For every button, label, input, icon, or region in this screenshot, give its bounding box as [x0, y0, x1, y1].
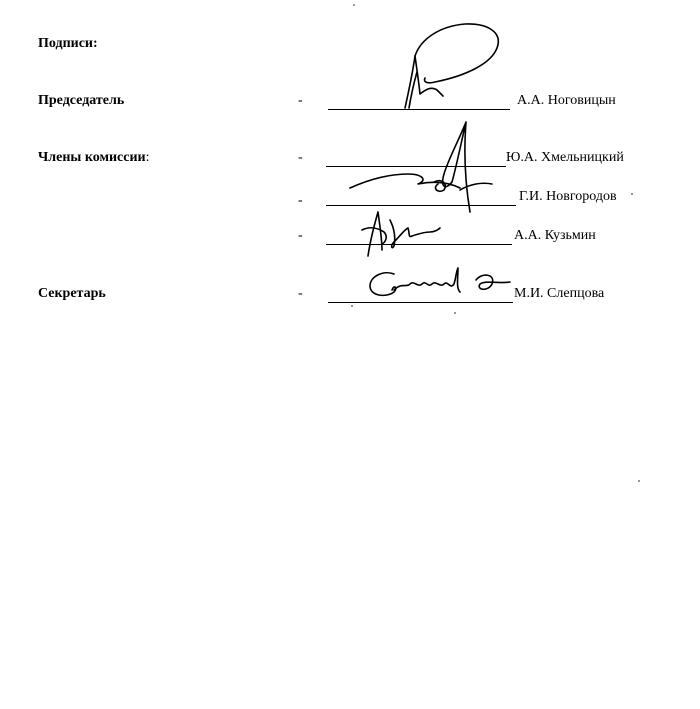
handwritten-signature-secretary — [364, 262, 514, 302]
row-dash: - — [298, 193, 303, 208]
person-name-member-3: А.А. Кузьмин — [514, 228, 596, 243]
scan-speck — [631, 193, 633, 195]
signature-row-secretary — [0, 286, 700, 306]
row-dash: - — [298, 286, 303, 301]
signature-line — [328, 302, 513, 303]
person-name-member-2: Г.И. Новгородов — [519, 189, 617, 204]
signature-row-member-3 — [0, 228, 700, 248]
signature-row-chairman — [0, 93, 700, 113]
scan-speck — [454, 312, 456, 314]
scan-speck — [351, 305, 353, 307]
person-name-chairman: А.А. Ноговицын — [517, 93, 616, 108]
row-dash: - — [298, 93, 303, 108]
signatures-heading: Подписи: — [38, 36, 98, 51]
row-dash: - — [298, 150, 303, 165]
person-name-secretary: М.И. Слепцова — [514, 286, 605, 301]
person-name-member-1: Ю.А. Хмельницкий — [506, 150, 624, 165]
role-label-secretary: Секретарь — [38, 286, 106, 301]
scan-speck — [638, 480, 640, 482]
role-label-chairman: Председатель — [38, 93, 125, 108]
row-dash: - — [298, 228, 303, 243]
role-label-members: Члены комиссии: — [38, 150, 150, 165]
handwritten-signature-chairman — [395, 20, 505, 112]
handwritten-signature-member-2 — [360, 206, 442, 258]
handwritten-signature-member-1 — [348, 118, 498, 218]
scan-speck — [353, 4, 355, 6]
